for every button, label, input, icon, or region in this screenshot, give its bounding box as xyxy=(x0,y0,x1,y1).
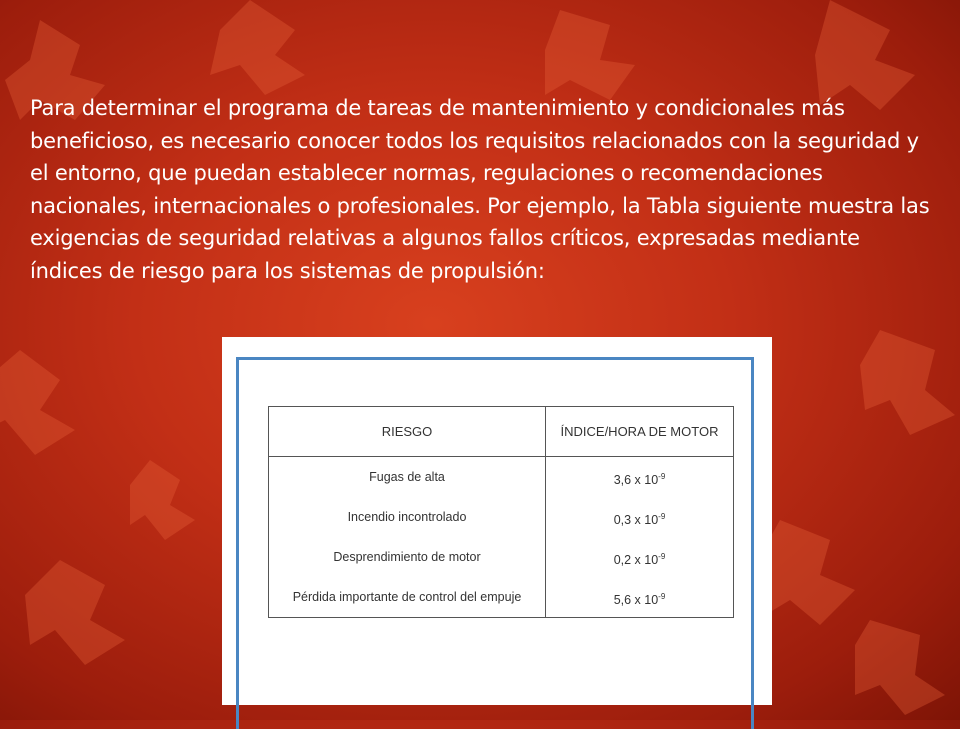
index-value: 5,6 x 10 xyxy=(613,593,659,608)
index-item xyxy=(546,497,733,537)
index-exponent: -9 xyxy=(658,592,666,601)
risk-column xyxy=(269,457,546,618)
risk-item: Incendio incontrolado xyxy=(347,510,467,524)
risk-item: Desprendimiento de motor xyxy=(333,550,481,564)
leaf-icon xyxy=(545,10,635,100)
index-column xyxy=(546,457,734,618)
risk-table-figure xyxy=(222,337,772,705)
leaf-icon xyxy=(130,460,195,540)
table-header-row xyxy=(269,407,734,457)
leaf-icon xyxy=(210,0,305,95)
index-exponent: -9 xyxy=(658,472,666,481)
index-value: 0,3 x 10 xyxy=(613,513,659,528)
index-value: 3,6 x 10 xyxy=(613,473,659,488)
leaf-icon xyxy=(25,560,125,665)
leaf-icon xyxy=(855,620,945,715)
header-risk: RIESGO xyxy=(269,407,546,457)
table-row xyxy=(269,457,734,618)
index-item xyxy=(546,577,733,617)
risk-item: Fugas de alta xyxy=(369,470,445,484)
index-value: 0,2 x 10 xyxy=(613,553,659,568)
header-index: ÍNDICE/HORA DE MOTOR xyxy=(546,407,734,457)
intro-paragraph: Para determinar el programa de tareas de mantenimiento y condicionales más beneficioso, es necesario conocer todos los requisitos relacionados con la seguridad y el entorno, que puedan establecer normas, regulaciones o recomendaciones nacionales, internacionales o profesionales. Por ejemplo, la Tabla siguiente muestra las exigencias de seguridad relativas a algunos fallos críticos, expresadas mediante índices de riesgo para los sistemas de propulsión: xyxy=(30,96,930,283)
index-exponent: -9 xyxy=(658,552,666,561)
leaf-icon xyxy=(0,350,75,455)
index-item xyxy=(546,537,733,577)
index-exponent: -9 xyxy=(658,512,666,521)
risk-table xyxy=(268,406,734,618)
leaf-icon xyxy=(860,330,955,435)
index-item xyxy=(546,457,733,497)
risk-item: Pérdida importante de control del empuje xyxy=(292,590,522,604)
